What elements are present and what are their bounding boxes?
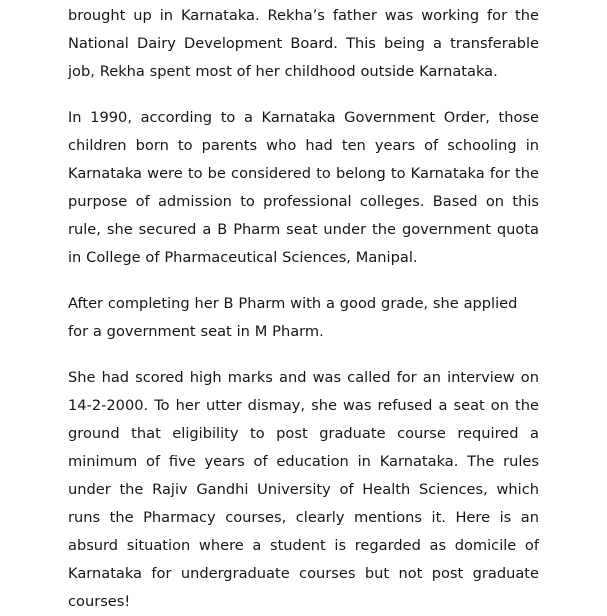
paragraph-2: In 1990, according to a Karnataka Government Order, those children born to parents who had ten years of schooling in Karnataka were to be considered to belong to Karnataka for the purpose of admission to professional colleges. Based on this rule, she secured a B Pharm seat under the government quota in College of Pharmaceutical Sciences, Manipal. — [68, 109, 539, 266]
document-body — [68, 0, 539, 616]
paragraph-1: brought up in Karnataka. Rekha’s father was working for the National Dairy Development Board. This being a transferable job, Rekha spent most of her childhood outside Karnataka. — [68, 7, 539, 80]
paragraph-3: After completing her B Pharm with a good grade, she applied for a government seat in M Pharm. — [68, 295, 518, 340]
paragraph-4: She had scored high marks and was called for an interview on 14-2-2000. To her utter dismay, she was refused a seat on the ground that eligibility to post graduate course required a minimum of five years of education in Karnataka. The rules under the Rajiv Gandhi University of Health Sciences, which runs the Pharmacy courses, clearly mentions it. Here is an absurd situation where a student is regarded as domicile of Karnataka for undergraduate courses but not post graduate courses! — [68, 369, 539, 610]
